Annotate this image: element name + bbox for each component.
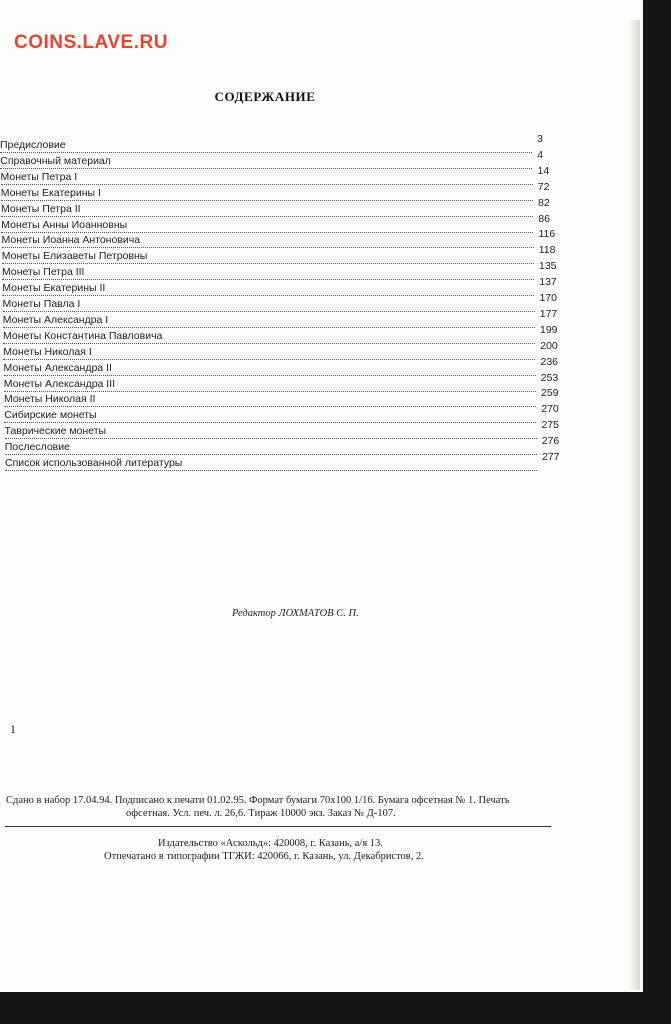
editor-credit: Редактор ЛОХМАТОВ С. П. <box>232 608 359 619</box>
toc-page-number: 200 <box>540 339 558 352</box>
toc-label: Список использованной литературы <box>5 457 186 469</box>
toc-page-number: 199 <box>540 323 558 336</box>
toc-page-number: 118 <box>538 244 556 257</box>
toc-label: Предисловие <box>0 139 70 151</box>
toc-page-number: 236 <box>540 355 559 368</box>
toc-label: Справочный материал <box>0 155 115 167</box>
toc-row <box>4 419 565 441</box>
dot-leader <box>5 444 537 455</box>
toc-row <box>3 339 563 362</box>
toc-label: Сибирские монеты <box>4 409 100 421</box>
toc-page-number: 86 <box>538 212 550 225</box>
toc-label: Монеты Александра II <box>4 362 116 374</box>
toc-label: Послесловие <box>5 441 74 453</box>
toc-label: Монеты Павла I <box>3 298 85 310</box>
toc-page-number: 116 <box>538 228 556 241</box>
toc-label: Монеты Петра III <box>2 266 88 278</box>
page-edge-shadow <box>628 20 640 990</box>
toc-label: Монеты Екатерины I <box>1 187 105 199</box>
toc-label: Монеты Иоанна Антоновича <box>2 234 145 246</box>
toc-page-number: 275 <box>541 419 560 432</box>
toc-label: Монеты Николая II <box>4 393 99 405</box>
toc-label: Монеты Александра III <box>4 378 119 390</box>
toc-row <box>1 244 562 266</box>
toc-row <box>4 403 564 425</box>
toc-label: Монеты Петра II <box>1 203 85 215</box>
toc-row <box>3 355 564 378</box>
toc-label: Таврические монеты <box>5 425 111 437</box>
toc-page-number: 82 <box>538 196 550 209</box>
toc-page-number: 276 <box>541 435 560 448</box>
page-title: СОДЕРЖАНИЕ <box>214 89 316 104</box>
toc-label: Монеты Елизаветы Петровны <box>2 250 152 262</box>
publisher-info: Издательство «Аскольд»: 420008, г. Казань, а/я 13. <box>158 838 383 849</box>
toc-row <box>0 164 561 187</box>
toc-label: Монеты Петра I <box>1 171 82 183</box>
toc-row <box>1 228 562 250</box>
toc-row <box>2 260 562 282</box>
toc-page-number: 14 <box>537 164 550 177</box>
toc-row <box>2 276 562 298</box>
toc-page-number: 259 <box>541 387 559 400</box>
toc-label: Монеты Анны Иоанновны <box>1 219 131 231</box>
toc-page-number: 253 <box>540 371 559 384</box>
toc-row <box>2 307 563 330</box>
toc-row <box>0 180 561 203</box>
toc-row <box>4 435 565 457</box>
divider-line <box>5 826 551 827</box>
toc-page-number: 4 <box>537 148 544 161</box>
page-number: 1 <box>10 722 16 736</box>
toc-label: Монеты Александра I <box>3 314 112 326</box>
toc-row <box>3 323 563 346</box>
toc-page-number: 72 <box>537 180 550 193</box>
toc-page-number: 3 <box>537 133 543 145</box>
toc-label: Монеты Константина Павловича <box>3 330 166 342</box>
toc-page-number: 177 <box>539 307 558 320</box>
printer-info: Отпечатано в типографии ТГЖИ: 420066, г. Казань, ул. Декабристов, 2. <box>104 851 424 862</box>
toc-page-number: 170 <box>539 292 558 304</box>
toc-page-number: 277 <box>542 451 560 463</box>
dot-leader <box>0 142 532 153</box>
toc-label: Монеты Николая I <box>3 346 96 358</box>
toc-page-number: 270 <box>541 403 559 416</box>
imprint-line-1: Сдано в набор 17.04.94. Подписано к печати 01.02.95. Формат бумаги 70х100 1/16. Бумага офсетная № 1. Печать <box>6 795 510 806</box>
watermark: COINS.LAVE.RU <box>14 32 168 53</box>
toc-row <box>3 371 564 394</box>
toc-row <box>0 133 560 155</box>
toc-label: Монеты Екатерины II <box>2 282 109 294</box>
toc-row <box>2 292 563 314</box>
toc-row <box>0 148 560 171</box>
imprint-line-2: офсетная. Усл. печ. л. 26,6. Тираж 10000 экз. Заказ № Д-107. <box>126 808 396 819</box>
book-cover-edge <box>640 0 671 1024</box>
toc-row <box>1 196 561 219</box>
toc-row <box>1 212 561 235</box>
toc-page-number: 137 <box>539 276 557 289</box>
book-cover-bottom <box>0 990 671 1024</box>
toc-row <box>4 387 564 409</box>
toc-row <box>5 451 565 473</box>
toc-page-number: 135 <box>539 260 557 273</box>
